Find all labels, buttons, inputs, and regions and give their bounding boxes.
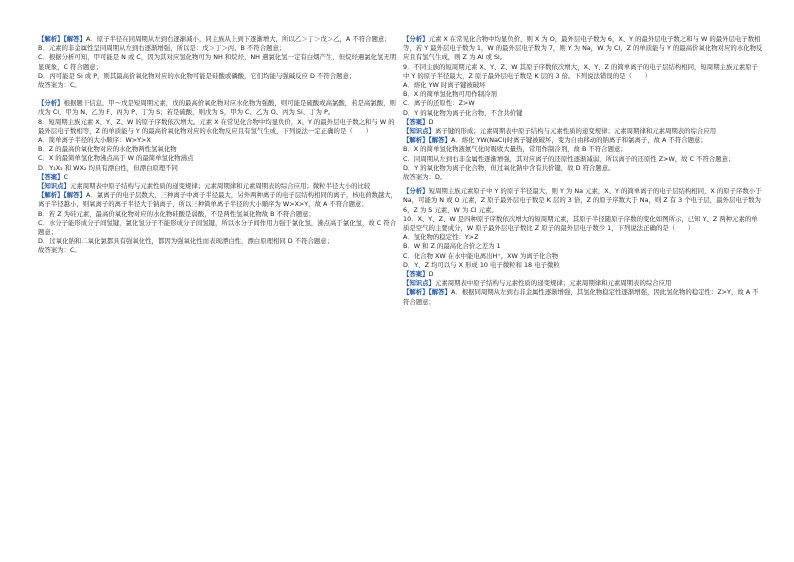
- option-line: [403, 99, 763, 108]
- paragraph: [38, 182, 398, 191]
- section-tag: 【知识点】: [403, 127, 435, 136]
- paragraph-text: 故答案为：C。: [38, 246, 81, 255]
- section-tag: 【分析】: [403, 35, 429, 43]
- paragraph-text: C．离子的还原性：Z>W: [403, 99, 475, 108]
- paragraph: [38, 72, 398, 81]
- paragraph-text: D．过氧化钠和二氧化氯都具有强氧化性，都因为强氧化性而表现漂白性，漂白原理相同 D 不符合题意；: [38, 237, 334, 246]
- paragraph: [38, 191, 398, 209]
- paragraph-text: A．熔化 YW(NaCl)时离子键被破坏，变为自由移动的钠离子和氯离子，故 A 不符合题意；: [450, 136, 707, 145]
- section-tag: 【分析】: [38, 99, 64, 108]
- section-tag: 【解析】【解答】: [403, 288, 451, 297]
- option-line: [403, 81, 763, 90]
- paragraph-text: C．同周期从左到右非金属性逐渐增强，其对应离子的还原性逐渐减弱，所以离子的还原性 Z>W，故 C 不符合题意；: [403, 154, 735, 163]
- paragraph-text: D．丙可能是 Si 或 P，则其最高价氧化物对应的水化物可能是硅酸或磷酸，它们均能与强碱反应 D 不符合题意；: [38, 71, 356, 80]
- paragraph: [38, 81, 398, 90]
- paragraph-text: A．氯离子的电子层数大，三种离子中离子半径最大，另外两种离子的电子层结构相同的离子，核电荷数越大，离子半径越小，则氧离子的离子半径大于钠离子，所以三种简单离子半径的大小顺序为 W>X>Y，故 A 不符合题意；: [38, 191, 398, 209]
- section-tag: 【解析】【解答】: [38, 35, 86, 43]
- paragraph-text: C．根据分析可知，甲可能是 N 或 C，因为其对应氢化物可为 NH 和烷烃，NH 遇氯化氢一定有白烟产生，但烷烃遇氯化氢无明显现象，C 符合题意；: [38, 53, 397, 71]
- paragraph-text: B．X 的简单氢化物液氨气化时吸收大量热，常用作制冷剂，故 B 不符合题意；: [403, 145, 627, 154]
- paragraph-text: 短周期主族元素原子中 Y 的原子半径最大，则 Y 为 Na 元素，X、Y 的简单离子的电子层结构相同，X 的原子序数小于 Na，可能为 N 或 O 元素，Z 原子最外层电子数是 K 层的 3 倍，Z 的原子序数大于 Na，则 Z 有 3 个电子层，最外层电子数为 6，Z 为 S 元素，W 为 Cl 元素。: [403, 187, 762, 214]
- paragraph-text: D．Y、Z 均可以与 X 形成 10 电子微粒和 18 电子微粒: [403, 260, 560, 269]
- paragraph-text: A．熔化 YW 时离子键被破坏: [403, 81, 486, 90]
- paragraph-text: 元素 X 在常见化合物中均显负价，则 X 为 O，最外层电子数为 6，X、Y 的最外层电子数之和与 W 的最外层电子数相等，若 Y 最外层电子数为 1，W 的最外层电子数为 7，则 Y 为 Na，W 为 Cl，Z 的单质能与 Y 的最高价氧化物对应的水化物反应且有氢气生成，则 Z 为 Al 或 Si。: [403, 35, 763, 62]
- paragraph-text: B．Z 的最高价氧化物对应的水化物两性氢氧化物: [38, 145, 177, 154]
- paragraph: [38, 237, 398, 246]
- paragraph-text: B．X 的简单氢化物可用作制冷剂: [403, 90, 497, 99]
- paragraph: [403, 215, 763, 233]
- paragraph-text: C．化合物 XW 在水中能电离出H⁺，XW 为离子化合物: [403, 251, 559, 260]
- paragraph-text: 故答案为：D。: [403, 173, 447, 182]
- paragraph-text: 元素周期表中原子结构与元素性质的递变规律；元素周期律和元素周期表的综合应用；微粒半径大小的比较: [69, 182, 371, 191]
- paragraph: [403, 155, 763, 164]
- paragraph-text: C．水分子能形成分子间氢键，氯化氢分子不能形成分子间氢键，所以水分子间作用力强于氯化氢，沸点高于氯化氢，故 C 符合题意；: [38, 218, 397, 237]
- paragraph-text: D: [428, 117, 434, 126]
- paragraph-text: B．W 和 Z 的最高化合价之差为 1: [403, 242, 501, 251]
- paragraph: [38, 219, 398, 237]
- paragraph: [38, 99, 398, 117]
- paragraph: [403, 145, 763, 154]
- right-column: [403, 35, 763, 307]
- paragraph-text: 8．短周期主族元素 X、Y、Z、W 的原子序数依次增大。元素 X 在常见化合物中均显负价，X、Y 的最外层电子数之和与 W 的最外层电子数相等，Z 的单质能与 Y 的最高价氧化物对应的水化物反应且有氢气生成，下列说法一定正确的是（ ）: [38, 117, 395, 135]
- paragraph-text: D: [428, 270, 434, 279]
- paragraph-text: A．原子半径在同周期从左到右逐渐减小，同主族从上到下逐渐增大，所以乙＞丁＞戊＞乙，A 不符合题意；: [85, 35, 391, 43]
- paragraph-text: 9．不同主族的短周期元素 X、Y、Z、W 其原子序数依次增大，X、Y、Z 的简单离子的电子层结构相同，短周期主族元素原子中 Y 的原子半径最大，Z 原子最外层电子数是 K 层的 3 倍。下列说法错误的是（ ）: [403, 62, 758, 80]
- section-tag: 【答案】: [403, 117, 429, 126]
- paragraph-text: A．氢化物的稳定性：Y>Z: [403, 233, 479, 242]
- paragraph-text: 元素周期表中原子结构与元素性质的递变规律；元素周期律和元素周期表的综合应用: [434, 279, 672, 288]
- paragraph: [38, 53, 398, 71]
- section-tag: 【解析】【解答】: [403, 136, 451, 145]
- paragraph-text: C．X 的最简单氢化物沸点高于 W 的最简单氢化物沸点: [38, 154, 194, 163]
- section-tag: 【解析】【解答】: [38, 191, 86, 200]
- option-line: [403, 252, 763, 261]
- paragraph-text: A．简单离子半径的大小顺序：W>Y>X: [38, 136, 151, 145]
- paragraph-text: 故答案为：C。: [38, 81, 81, 90]
- paragraph: [38, 118, 398, 136]
- paragraph: [403, 35, 763, 63]
- option-line: [38, 164, 398, 173]
- section-tag: 【分析】: [403, 187, 429, 196]
- paragraph-text: B．元素的非金属性呈同周期从左到右逐渐增强，所以是：戊＞丁＞丙，B 不符合题意；: [38, 44, 286, 53]
- paragraph: [38, 246, 398, 255]
- paragraph-text: D．Y 的氧化物为离子化合物，但过氧化钠中含有共价键，故 D 符合题意。: [403, 163, 615, 172]
- paragraph: [403, 118, 763, 127]
- paragraph: [403, 187, 763, 215]
- paragraph-text: C: [63, 172, 69, 181]
- paragraph-text: 离子键的形成；元素周期表中原子结构与元素性质的递变规律；元素周期律和元素周期表的综合应用: [434, 127, 717, 136]
- paragraph: [403, 270, 763, 279]
- paragraph: [403, 63, 763, 81]
- paragraph-text: D．Y₂X₂ 和 WX₂ 均具有漂白性，但漂白原理不同: [38, 163, 178, 172]
- paragraph: [38, 173, 398, 182]
- section-tag: 【答案】: [38, 172, 64, 181]
- paragraph-text: 根据题干信息，甲～戊是短周期元素，戊的最高价氧化物对应水化物为强酸，则可能是硫酸或高氯酸，若是高氯酸，则戊为 Cl，甲为 N、乙为 F、丙为 P、丁为 S；若是硫酸，则戊为 S，甲为 C、乙为 O、丙为 Si、丁为 P。: [38, 99, 396, 117]
- paragraph: [403, 164, 763, 173]
- paragraph: [38, 210, 398, 219]
- paragraph-text: B．若 Z 为硅元素，最高价氧化物对应的水化物硅酸是弱酸，不是两性氢氧化物故 B 不符合题意；: [38, 209, 315, 218]
- option-line: [38, 154, 398, 163]
- spacer: [38, 90, 398, 99]
- paragraph-text: 10．X、Y、Z、W 是四种原子序数依次增大的短周期元素，其原子半径随原子序数的变化如图所示，已知 Y、Z 两种元素的单质是空气的主要成分，W 原子最外层电子数比 Z 原子的最外层电子数少 1，下列说法正确的是（ ）: [403, 214, 758, 233]
- option-line: [403, 261, 763, 270]
- option-line: [403, 242, 763, 251]
- paragraph: [403, 127, 763, 136]
- paragraph: [403, 288, 763, 306]
- paragraph: [403, 173, 763, 182]
- section-tag: 【知识点】: [38, 182, 70, 191]
- section-tag: 【答案】: [403, 270, 429, 279]
- paragraph-text: D．Y 的氧化物为离子化合物，不含共价键: [403, 108, 523, 117]
- paragraph-text: A．根据同周期从左到右非金属性逐渐增强，其氢化物稳定性逐渐增强，因此氢化物的稳定性：Z>Y，故 A 不符合题意；: [403, 288, 759, 306]
- section-tag: 【知识点】: [403, 279, 435, 288]
- left-column: [38, 35, 398, 256]
- option-line: [38, 136, 398, 145]
- option-line: [403, 109, 763, 118]
- paragraph: [38, 35, 398, 44]
